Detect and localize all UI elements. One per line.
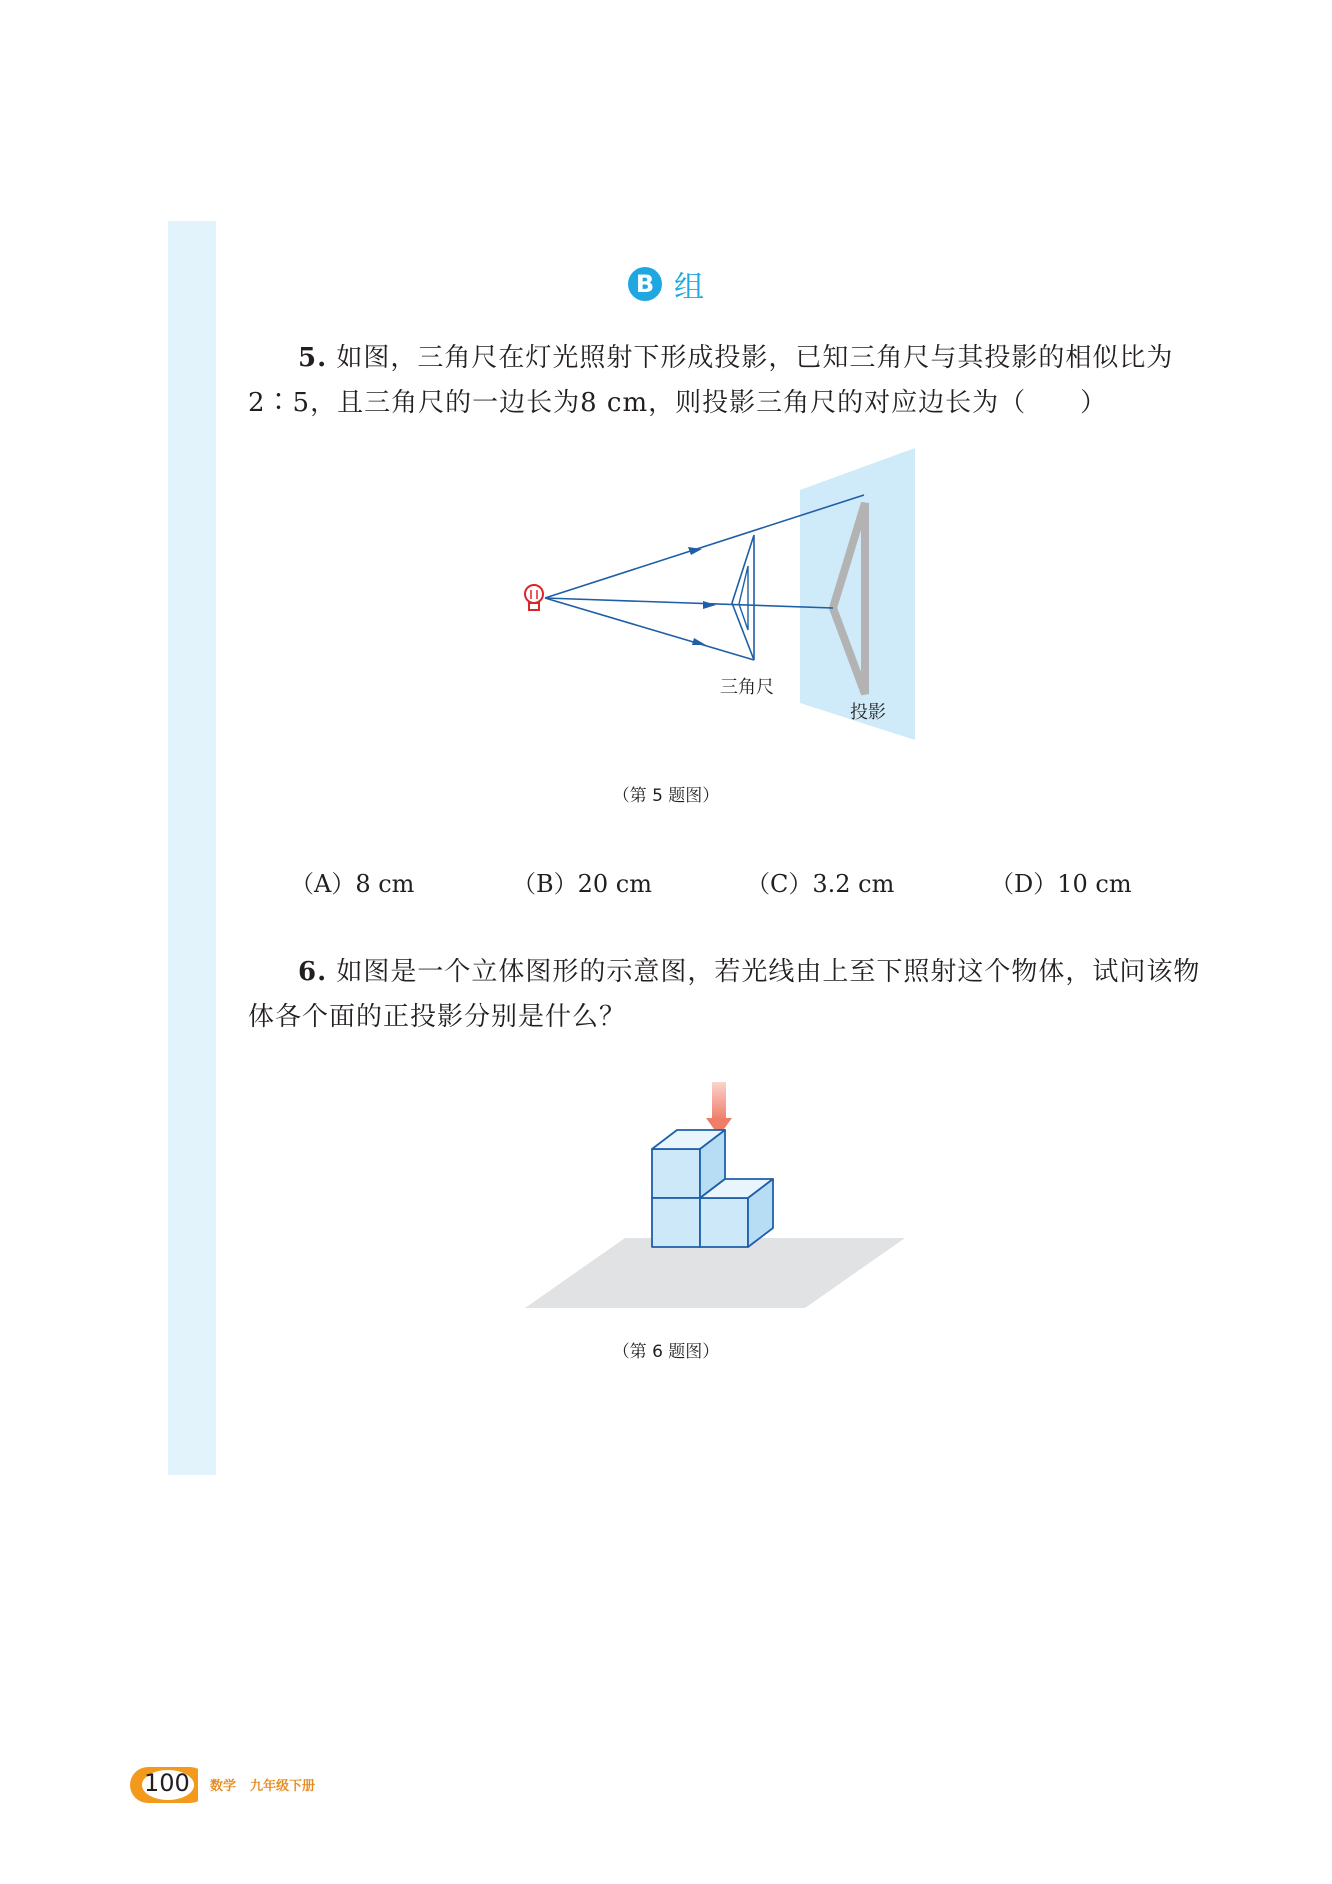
page-number: 100 (144, 1769, 190, 1797)
section-badge: B (628, 267, 662, 301)
question-5 (248, 336, 1208, 426)
section-title: 组 (674, 270, 704, 305)
question-number: 5. (298, 343, 328, 373)
answer-options (290, 864, 1190, 900)
light-ray-bottom (545, 598, 754, 660)
option-b[interactable]: （B）20 cm (512, 870, 653, 898)
subject-name: 数学 (210, 1779, 237, 1794)
option-d[interactable]: （D）10 cm (990, 870, 1132, 898)
projection-figure (510, 448, 930, 748)
cube-figure (525, 1080, 915, 1320)
figure-6-caption: （第 6 题图） (612, 1342, 720, 1362)
figure-5-caption: （第 5 题图） (612, 786, 720, 806)
light-bulb-icon (525, 585, 543, 610)
question-text: 如图，三角尺在灯光照射下形成投影，已知三角尺与其投影的相似比为2∶5，且三角尺的一边长为8 cm，则投影三角尺的对应边长为（ ） (248, 343, 1174, 418)
ground-plane (525, 1238, 905, 1308)
option-c[interactable]: （C）3.2 cm (746, 870, 895, 898)
light-ray-middle (545, 598, 833, 608)
side-margin-bar (168, 221, 216, 1475)
book-title (210, 1775, 329, 1794)
option-a[interactable]: （A）8 cm (290, 870, 415, 898)
downward-light-arrow-icon (706, 1082, 732, 1136)
ray-arrow-middle (703, 601, 716, 609)
section-heading (0, 262, 1332, 306)
ruler-triangle-outer (732, 535, 754, 660)
question-text: 如图是一个立体图形的示意图，若光线由上至下照射这个物体，试问该物体各个面的正投影分别是什么？ (248, 957, 1201, 1032)
book-volume: 九年级下册 (250, 1779, 316, 1794)
question-number: 6. (298, 957, 328, 987)
ray-arrow-bottom (692, 638, 706, 645)
projection-screen (800, 448, 915, 740)
cube-stack (652, 1130, 773, 1247)
label-shadow: 投影 (850, 702, 886, 723)
question-6 (248, 950, 1208, 1040)
label-ruler: 三角尺 (720, 677, 774, 698)
